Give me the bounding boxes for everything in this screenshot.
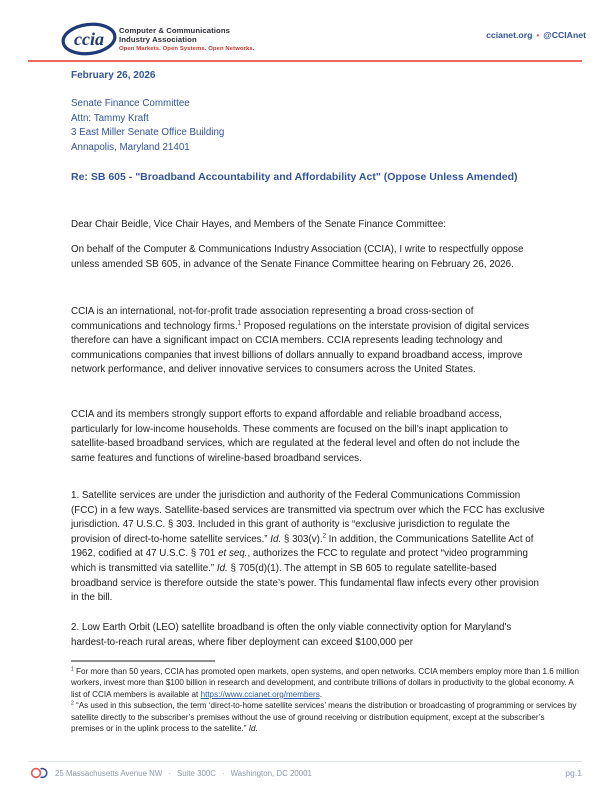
footer-address: 25 Massachusetts Avenue NW — [55, 768, 163, 778]
footnote-2: $^2$ “As used in this subsection, the term ‘direct-to-home satellite services’ means the distribution or broadcasting of programming or services by satellite directly to the subscriber’s premises without the use of ground receiving or distribution equipment, except at the subscriber’s premises or in the uplink process to the satellite.” Id. — [71, 700, 577, 734]
body-paragraph-2: CCIA is an international, not-for-profit trade association representing a broad cross-section of communications and technology firms.$^1$ Proposed regulations on the interstate provision of digital services therefore can have a significant impact on CCIA members. CCIA represents leading technology and communications companies that invest billions of dollars annually to expand broadband access, improve network performance, and deliver innovative services to consumers across the United States. — [71, 306, 530, 376]
footer-city: Washington, DC 20001 — [230, 768, 312, 778]
footer-suite: Suite 300C — [176, 768, 216, 778]
address-line: 3 East Miller Senate Office Building — [71, 127, 225, 138]
subject-line: Re: SB 605 - "Broadband Accountability and Affordability Act" (Oppose Unless Amended) — [71, 171, 518, 183]
salutation: Dear Chair Beidle, Vice Chair Hayes, and Members of the Senate Finance Committee: — [71, 219, 446, 230]
footer-rule — [28, 761, 582, 762]
address-line: Annapolis, Maryland 21401 — [71, 141, 190, 153]
body-paragraph-3: CCIA and its members strongly support efforts to expand affordable and reliable broadband access, particularly for low-income households. These comments are focused on the bill’s inapt application to satellite-based broadband services, which are regulated at the federal level and often do not include the same features and functions of wireline-based broadband services. — [71, 409, 520, 464]
footnotes — [71, 666, 579, 734]
org-tagline: Open Markets. Open Systems. Open Networks. — [119, 46, 255, 52]
footnote-separator — [71, 660, 215, 662]
body-paragraph-1: On behalf of the Computer & Communications Industry Association (CCIA), I write to respectfully oppose unless amended SB 605, in advance of the Senate Finance Committee hearing on February 26, 2026. — [71, 244, 524, 270]
footnote-link[interactable]: https://www.ccianet.org/members — [200, 689, 320, 699]
svg-text:ccia: ccia — [74, 29, 104, 49]
footnote-1: $^1$ For more than 50 years, CCIA has promoted open markets, open systems, and open networks. CCIA members employ more than 1.6 million workers, invest more than $100 billion in research and development, and contribute trillions of dollars in productivity to the global economy. A list of CCIA members is available at https://www.ccianet.org/members. — [71, 666, 579, 699]
body-paragraph-5: 2. Low Earth Orbit (LEO) satellite broadband is often the only viable connectivity option for Maryland's hardest-to-reach rural areas, where fiber deployment can exceed $100,000 per — [71, 622, 512, 648]
org-name-line2: Industry Association — [119, 35, 197, 45]
address-line: Senate Finance Committee — [71, 98, 190, 109]
org-name — [119, 26, 230, 45]
page-number: pg.1 — [565, 768, 582, 778]
footer-logo-icon — [30, 767, 50, 779]
body-paragraph-4: 1. Satellite services are under the jurisdiction and authority of the Federal Communications Commission (FCC) in a few ways. Satellite-based services are transmitted via spectrum over which the FCC has exclusive jurisdiction. 47 U.S.C. § 303. Included in this grant of authority is “exclusive jurisdiction to regulate the provision of direct-to-home satellite services.” Id. § 303(v).$^2$ In addition, the Communications Satellite Act of 1962, codified at 47 U.S.C. § 701 et seq., authorizes the FCC to regulate and protect “video programming which is transmitted via satellite.” Id. § 705(d)(1). The attempt in SB 605 to regulate satellite-based broadband service is therefore outside the state’s power. This fundamental flaw infects every other provision in the bill. — [71, 490, 545, 604]
bullet-separator: • — [536, 31, 540, 40]
ccia-logo — [60, 19, 118, 64]
page-footer — [30, 766, 312, 780]
header-links — [486, 30, 586, 40]
recipient-address — [71, 97, 545, 155]
website-link[interactable]: ccianet.org — [486, 30, 533, 40]
date-line: February 26, 2026 — [71, 70, 156, 81]
footer-separator-dot: · — [222, 768, 225, 778]
footer-separator-dot: · — [168, 768, 171, 778]
address-line: Attn: Tammy Kraft — [71, 112, 149, 124]
org-name-line1: Computer & Communications — [119, 26, 230, 35]
social-link[interactable]: @CCIAnet — [543, 30, 586, 40]
ccia-logo-icon — [60, 19, 118, 59]
header-rule — [28, 60, 582, 62]
